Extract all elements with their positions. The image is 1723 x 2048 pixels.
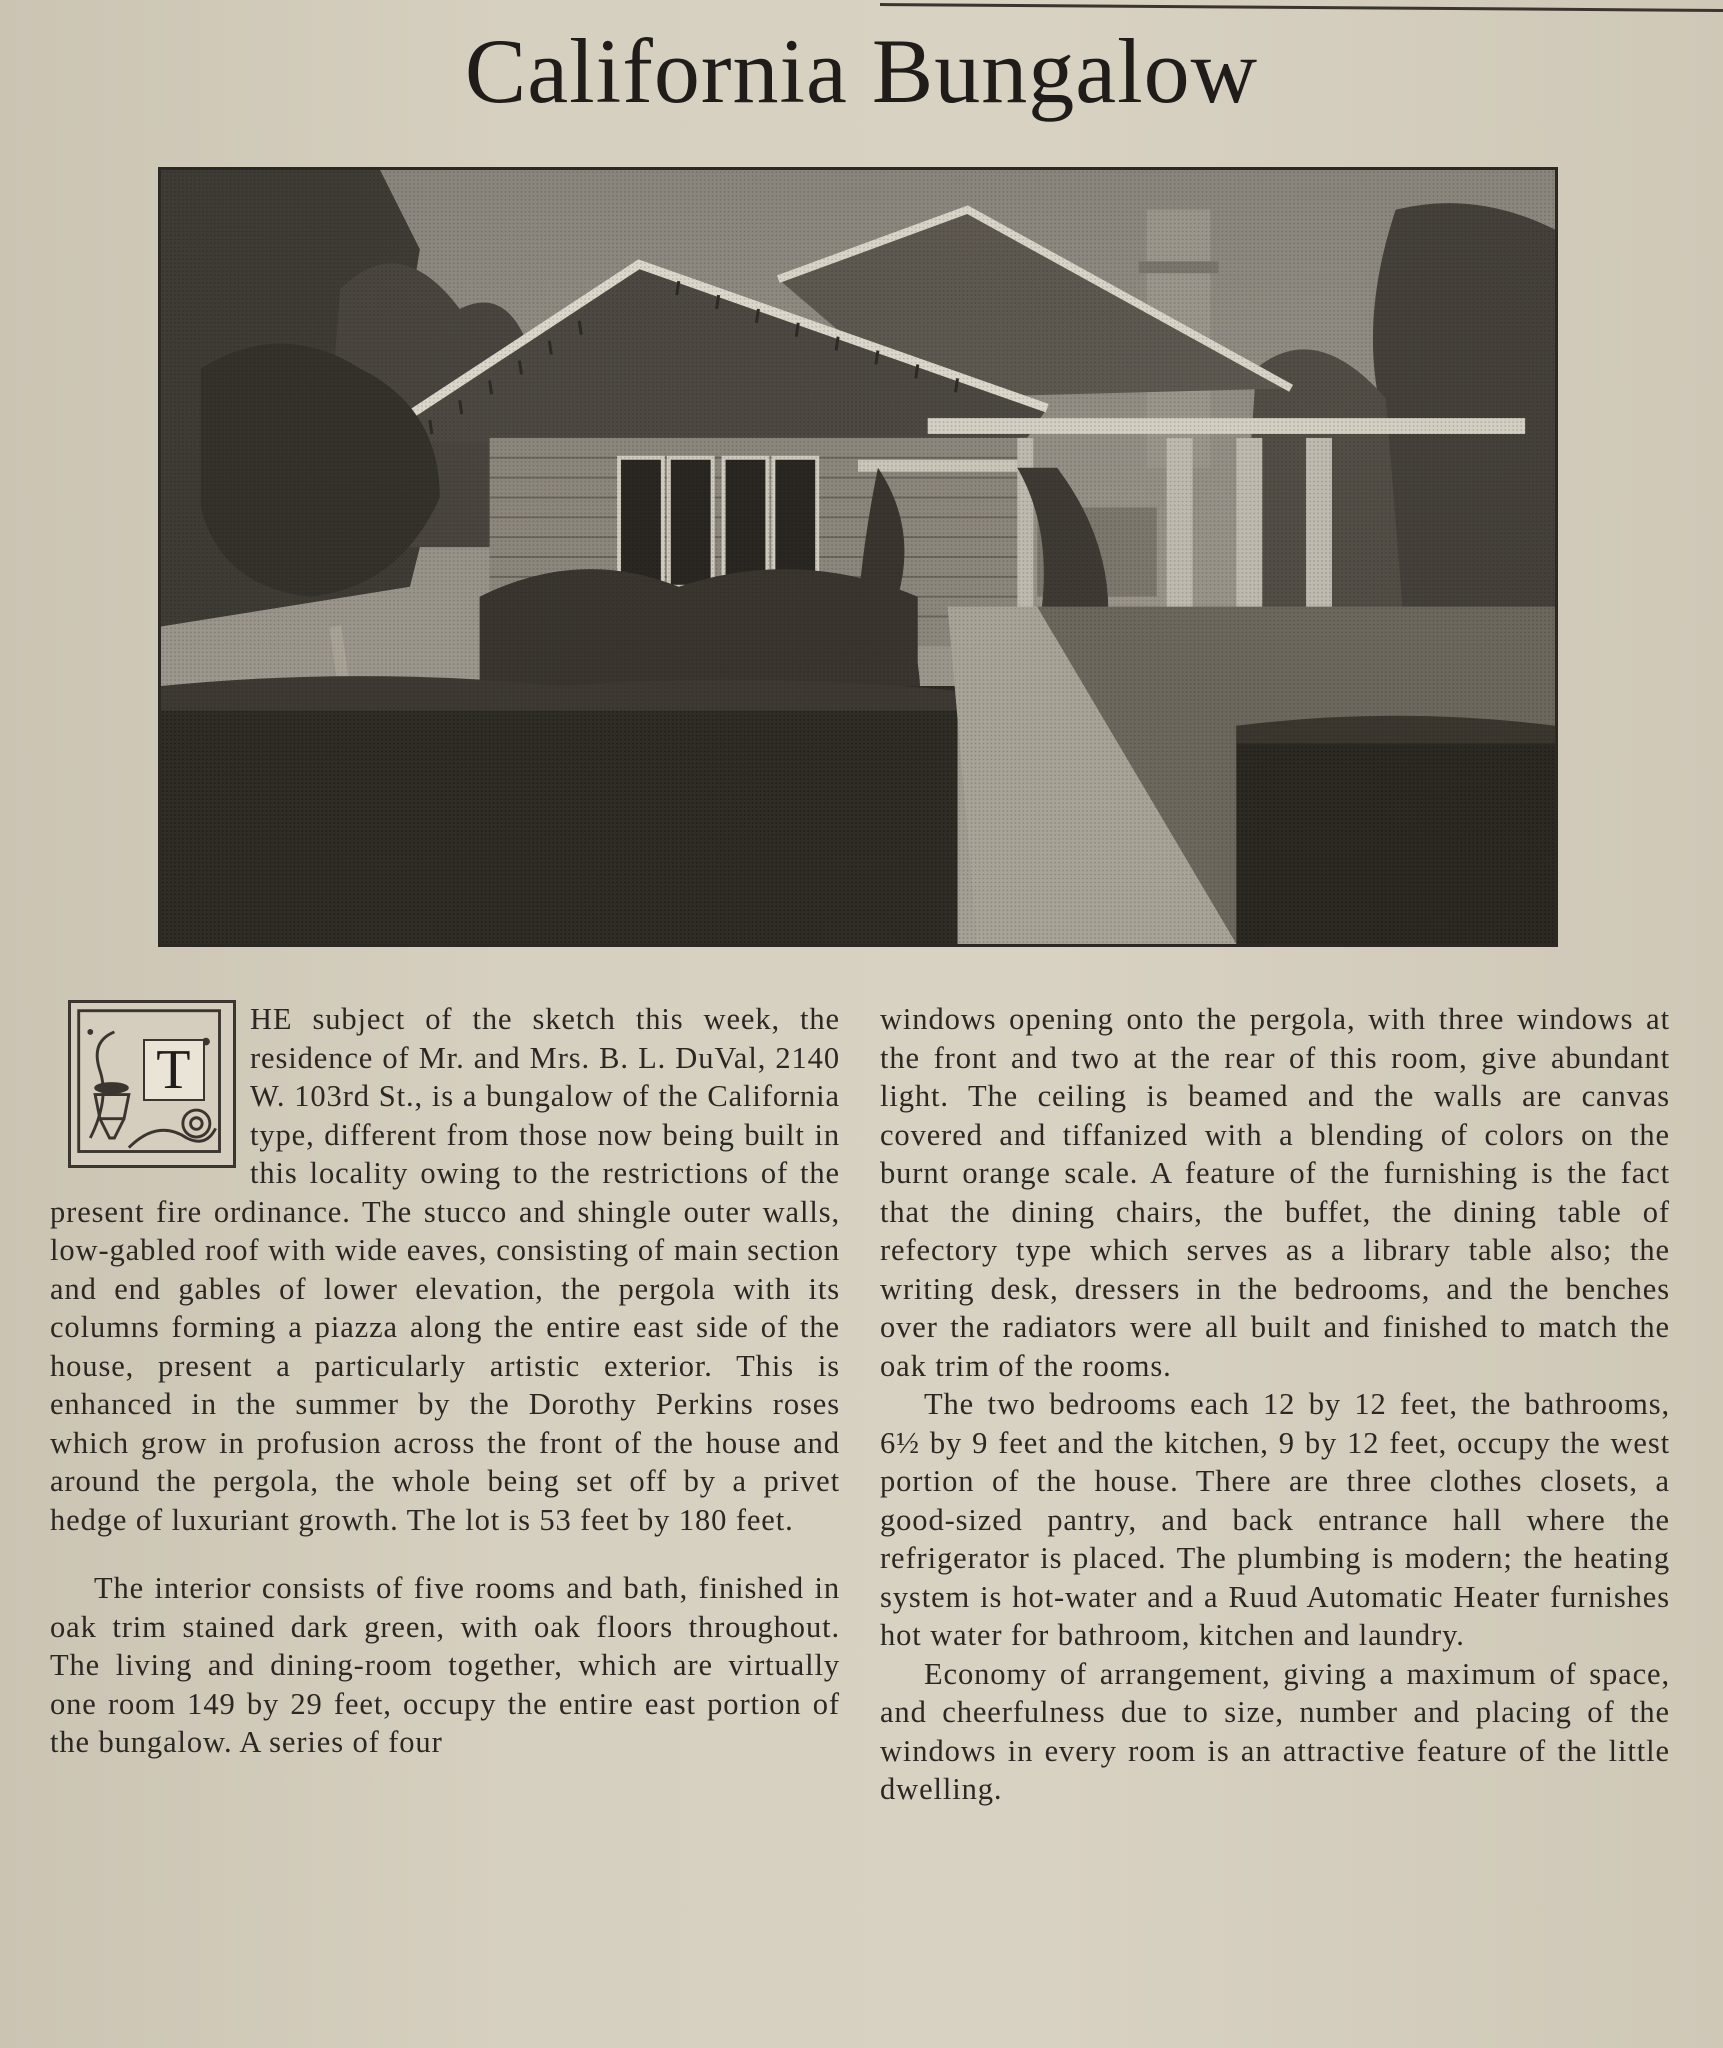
article-title: California Bungalow: [464, 20, 1259, 122]
paragraph-bedrooms: The two bedrooms each 12 by 12 feet, the bathrooms, 6½ by 9 feet and the kitchen, 9 by 12 feet, occupy the west portion of the house. There are three clothes closets, a good-sized pantry, and back entrance hall where the refrigerator is placed. The plumbing is modern; the heating system is hot-water and a Ruud Automatic Heater furnishes hot water for bathroom, kitchen and laundry.: [880, 1387, 1670, 1652]
paragraph-windows: windows opening onto the pergola, with three windows at the front and two at the rear of this room, give abundant light. The ceiling is beamed and the walls are canvas covered and tiffanized with a blending of colors on the burnt orange scale. A feature of the furnishing is the fact that the dining chairs, the buffet, the dining table of refectory type which serves as a library table also; the writing desk, dressers in the bedrooms, and the benches over the radiators were all built and finished to match the oak trim of the rooms.: [880, 1002, 1670, 1383]
right-column: [880, 1000, 1670, 1809]
ornamental-dropcap: [68, 1000, 236, 1168]
dropcap-letter: T: [143, 1039, 205, 1101]
top-rule: [880, 3, 1723, 12]
paragraph-economy: Economy of arrangement, giving a maximum of space, and cheerfulness due to size, number and placing of the windows in every room is an attractive feature of the little dwelling.: [880, 1656, 1670, 1806]
house-photo-icon: [161, 170, 1555, 944]
paragraph-interior: The interior consists of five rooms and bath, finished in oak trim stained dark green, with oak floors throughout. The living and dining-room together, which are virtually one room 149 by 29 feet, occupy the entire east portion of the bungalow. A series of four: [50, 1571, 840, 1759]
article-body: [50, 1000, 1670, 2010]
paragraph-intro: HE subject of the sketch this week, the residence of Mr. and Mrs. B. L. DuVal, 2140 W. 103rd St., is a bungalow of the California type, different from those now being built in this locality owing to the restrictions of the present fire ordinance. The stucco and shingle outer walls, low-gabled roof with wide eaves, consisting of main section and end gables of lower elevation, the pergola with its columns forming a piazza along the entire east side of the house, present a particularly artistic exterior. This is enhanced in the summer by the Dorothy Perkins roses which grow in profusion across the front of the house and around the pergola, the whole being set off by a privet hedge of luxuriant growth. The lot is 53 feet by 180 feet.: [50, 1002, 840, 1537]
house-photo: [158, 167, 1558, 947]
left-column: [50, 1000, 840, 1762]
